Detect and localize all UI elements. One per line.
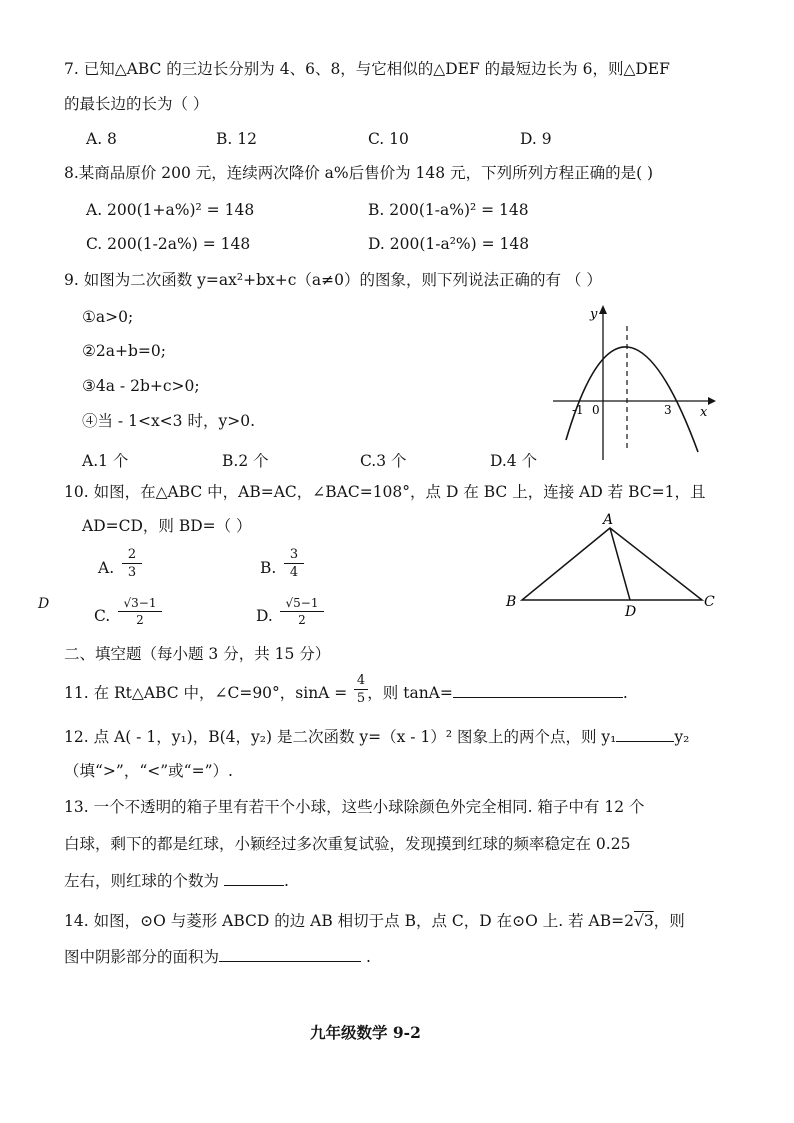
x-axis-arrow <box>708 397 716 405</box>
q14-end: . <box>365 948 371 966</box>
q10-option-b-num: 3 <box>284 548 304 564</box>
q13-line3 <box>64 872 289 891</box>
point-label-c: C <box>704 594 715 610</box>
q9-stem: 9. 如图为二次函数 y=ax²+bx+c（a≠0）的图象，则下列说法正确的有 （ ） <box>64 271 602 289</box>
q8-option-b: B. 200(1-a%)² = 148 <box>368 201 529 219</box>
q10-option-b-label: B. <box>260 559 277 577</box>
tick-label-0: 0 <box>592 403 600 417</box>
q14-line1-post: ，则 <box>653 912 685 930</box>
q12-line1-post: y₂ <box>674 728 690 746</box>
q7-stem-line2: 的最长边的长为（ ） <box>64 95 209 113</box>
q11-prefix: 11. 在 Rt△ABC 中，∠C=90°，sinA = <box>64 684 348 702</box>
q8-option-d: D. 200(1-a²%) = 148 <box>368 235 530 253</box>
q9-option-a: A.1 个 <box>82 452 129 470</box>
q10-stem-line1: 10. 如图，在△ABC 中，AB=AC，∠BAC=108°，点 D 在 BC 上，连接 AD 若 BC=1，且 <box>64 483 706 501</box>
q9-statement-4: ④当 - 1<x<3 时，y>0. <box>82 412 255 430</box>
q14-line2 <box>64 948 371 967</box>
tick-label-3: 3 <box>664 403 672 417</box>
section2-title: 二、填空题（每小题 3 分，共 15 分） <box>64 645 331 663</box>
point-label-d: D <box>625 604 637 620</box>
q14-answer-blank[interactable] <box>219 961 361 962</box>
q10-option-c-num: √3−1 <box>118 597 162 612</box>
q7-option-b: B. 12 <box>216 130 257 148</box>
q12-line2: （填“>”，“<”或“=”）. <box>64 762 233 780</box>
margin-mark: D <box>38 596 50 612</box>
q13-answer-blank[interactable] <box>224 885 284 886</box>
q14-line2-text: 图中阴影部分的面积为 <box>64 948 220 966</box>
segment-ad <box>610 528 630 600</box>
q10-option-d-fraction <box>280 597 324 626</box>
q10-triangle-figure <box>500 508 730 620</box>
q14-line1-pre: 14. 如图，⊙O 与菱形 ABCD 的边 AB 相切于点 B，点 C，D 在⊙O 上. 若 AB=2 <box>64 912 634 930</box>
q9-option-d: D.4 个 <box>490 452 538 470</box>
q7-stem-line1: 7. 已知△ABC 的三边长分别为 4、6、8，与它相似的△DEF 的最短边长为 6，则△DEF <box>64 60 670 78</box>
q10-option-d-num: √5−1 <box>280 597 324 612</box>
q9-option-c: C.3 个 <box>360 452 407 470</box>
q13-line2: 白球，剩下的都是红球，小颖经过多次重复试验，发现摸到红球的频率稳定在 0.25 <box>64 835 631 853</box>
q8-option-c: C. 200(1-2a%) = 148 <box>86 235 251 253</box>
q13-line3-text: 左右，则红球的个数为 <box>64 872 220 890</box>
q11-fraction-den: 5 <box>356 691 366 706</box>
q11-fraction <box>354 674 368 705</box>
q14-sqrt: √3 <box>633 912 654 930</box>
q11-suffix: ，则 tanA= <box>367 684 453 702</box>
q10-option-d-label: D. <box>256 607 273 625</box>
q10-option-a-fraction <box>122 548 142 579</box>
q9-statement-3: ③4a - 2b+c>0; <box>82 377 200 395</box>
point-label-b: B <box>506 594 517 610</box>
y-axis-arrow <box>599 305 607 314</box>
triangle-abc <box>522 528 702 600</box>
q9-option-b: B.2 个 <box>222 452 269 470</box>
q10-option-b-den: 4 <box>289 565 299 580</box>
point-label-a: A <box>603 512 614 528</box>
q12-answer-blank[interactable] <box>616 741 674 742</box>
q8-stem: 8.某商品原价 200 元，连续两次降价 a%后售价为 148 元，下列所列方程正确的是( ) <box>64 164 654 182</box>
footer-page-label: 九年级数学 9-2 <box>310 1023 421 1042</box>
q12-line1 <box>64 728 689 747</box>
q10-option-a-num: 2 <box>122 548 142 564</box>
q11-fraction-num: 4 <box>354 674 368 690</box>
parabola-curve <box>566 347 698 452</box>
q10-option-c-den: 2 <box>136 613 144 627</box>
q7-option-a: A. 8 <box>86 130 117 148</box>
q13-line1: 13. 一个不透明的箱子里有若干个小球，这些小球除颜色外完全相同. 箱子中有 12 个 <box>64 798 645 816</box>
q11-end: . <box>622 684 628 702</box>
q9-statement-1: ①a>0; <box>82 308 134 326</box>
q11-answer-blank[interactable] <box>453 697 623 698</box>
q7-option-c: C. 10 <box>368 130 409 148</box>
q8-option-a: A. 200(1+a%)² = 148 <box>86 201 255 219</box>
x-axis-label: x <box>700 405 708 420</box>
q10-option-a-den: 3 <box>127 565 137 580</box>
q13-end: . <box>283 872 289 890</box>
q10-option-c-fraction <box>118 597 162 626</box>
q10-stem-line2: AD=CD，则 BD=（ ） <box>82 517 252 535</box>
y-axis-label: y <box>590 307 598 322</box>
q9-statement-2: ②2a+b=0; <box>82 342 166 360</box>
q14-line1 <box>64 912 685 931</box>
q10-option-c-label: C. <box>94 607 111 625</box>
tick-label-neg1: -1 <box>572 403 584 417</box>
q9-parabola-graph <box>548 300 718 465</box>
q10-option-b-fraction <box>284 548 304 579</box>
q12-line1-pre: 12. 点 A( - 1，y₁)，B(4，y₂) 是二次函数 y=（x - 1）² 图象上的两个点，则 y₁ <box>64 728 617 746</box>
q11-line <box>64 684 628 706</box>
q10-option-a-label: A. <box>98 559 115 577</box>
q7-option-d: D. 9 <box>520 130 552 148</box>
q10-option-d-den: 2 <box>298 613 306 627</box>
